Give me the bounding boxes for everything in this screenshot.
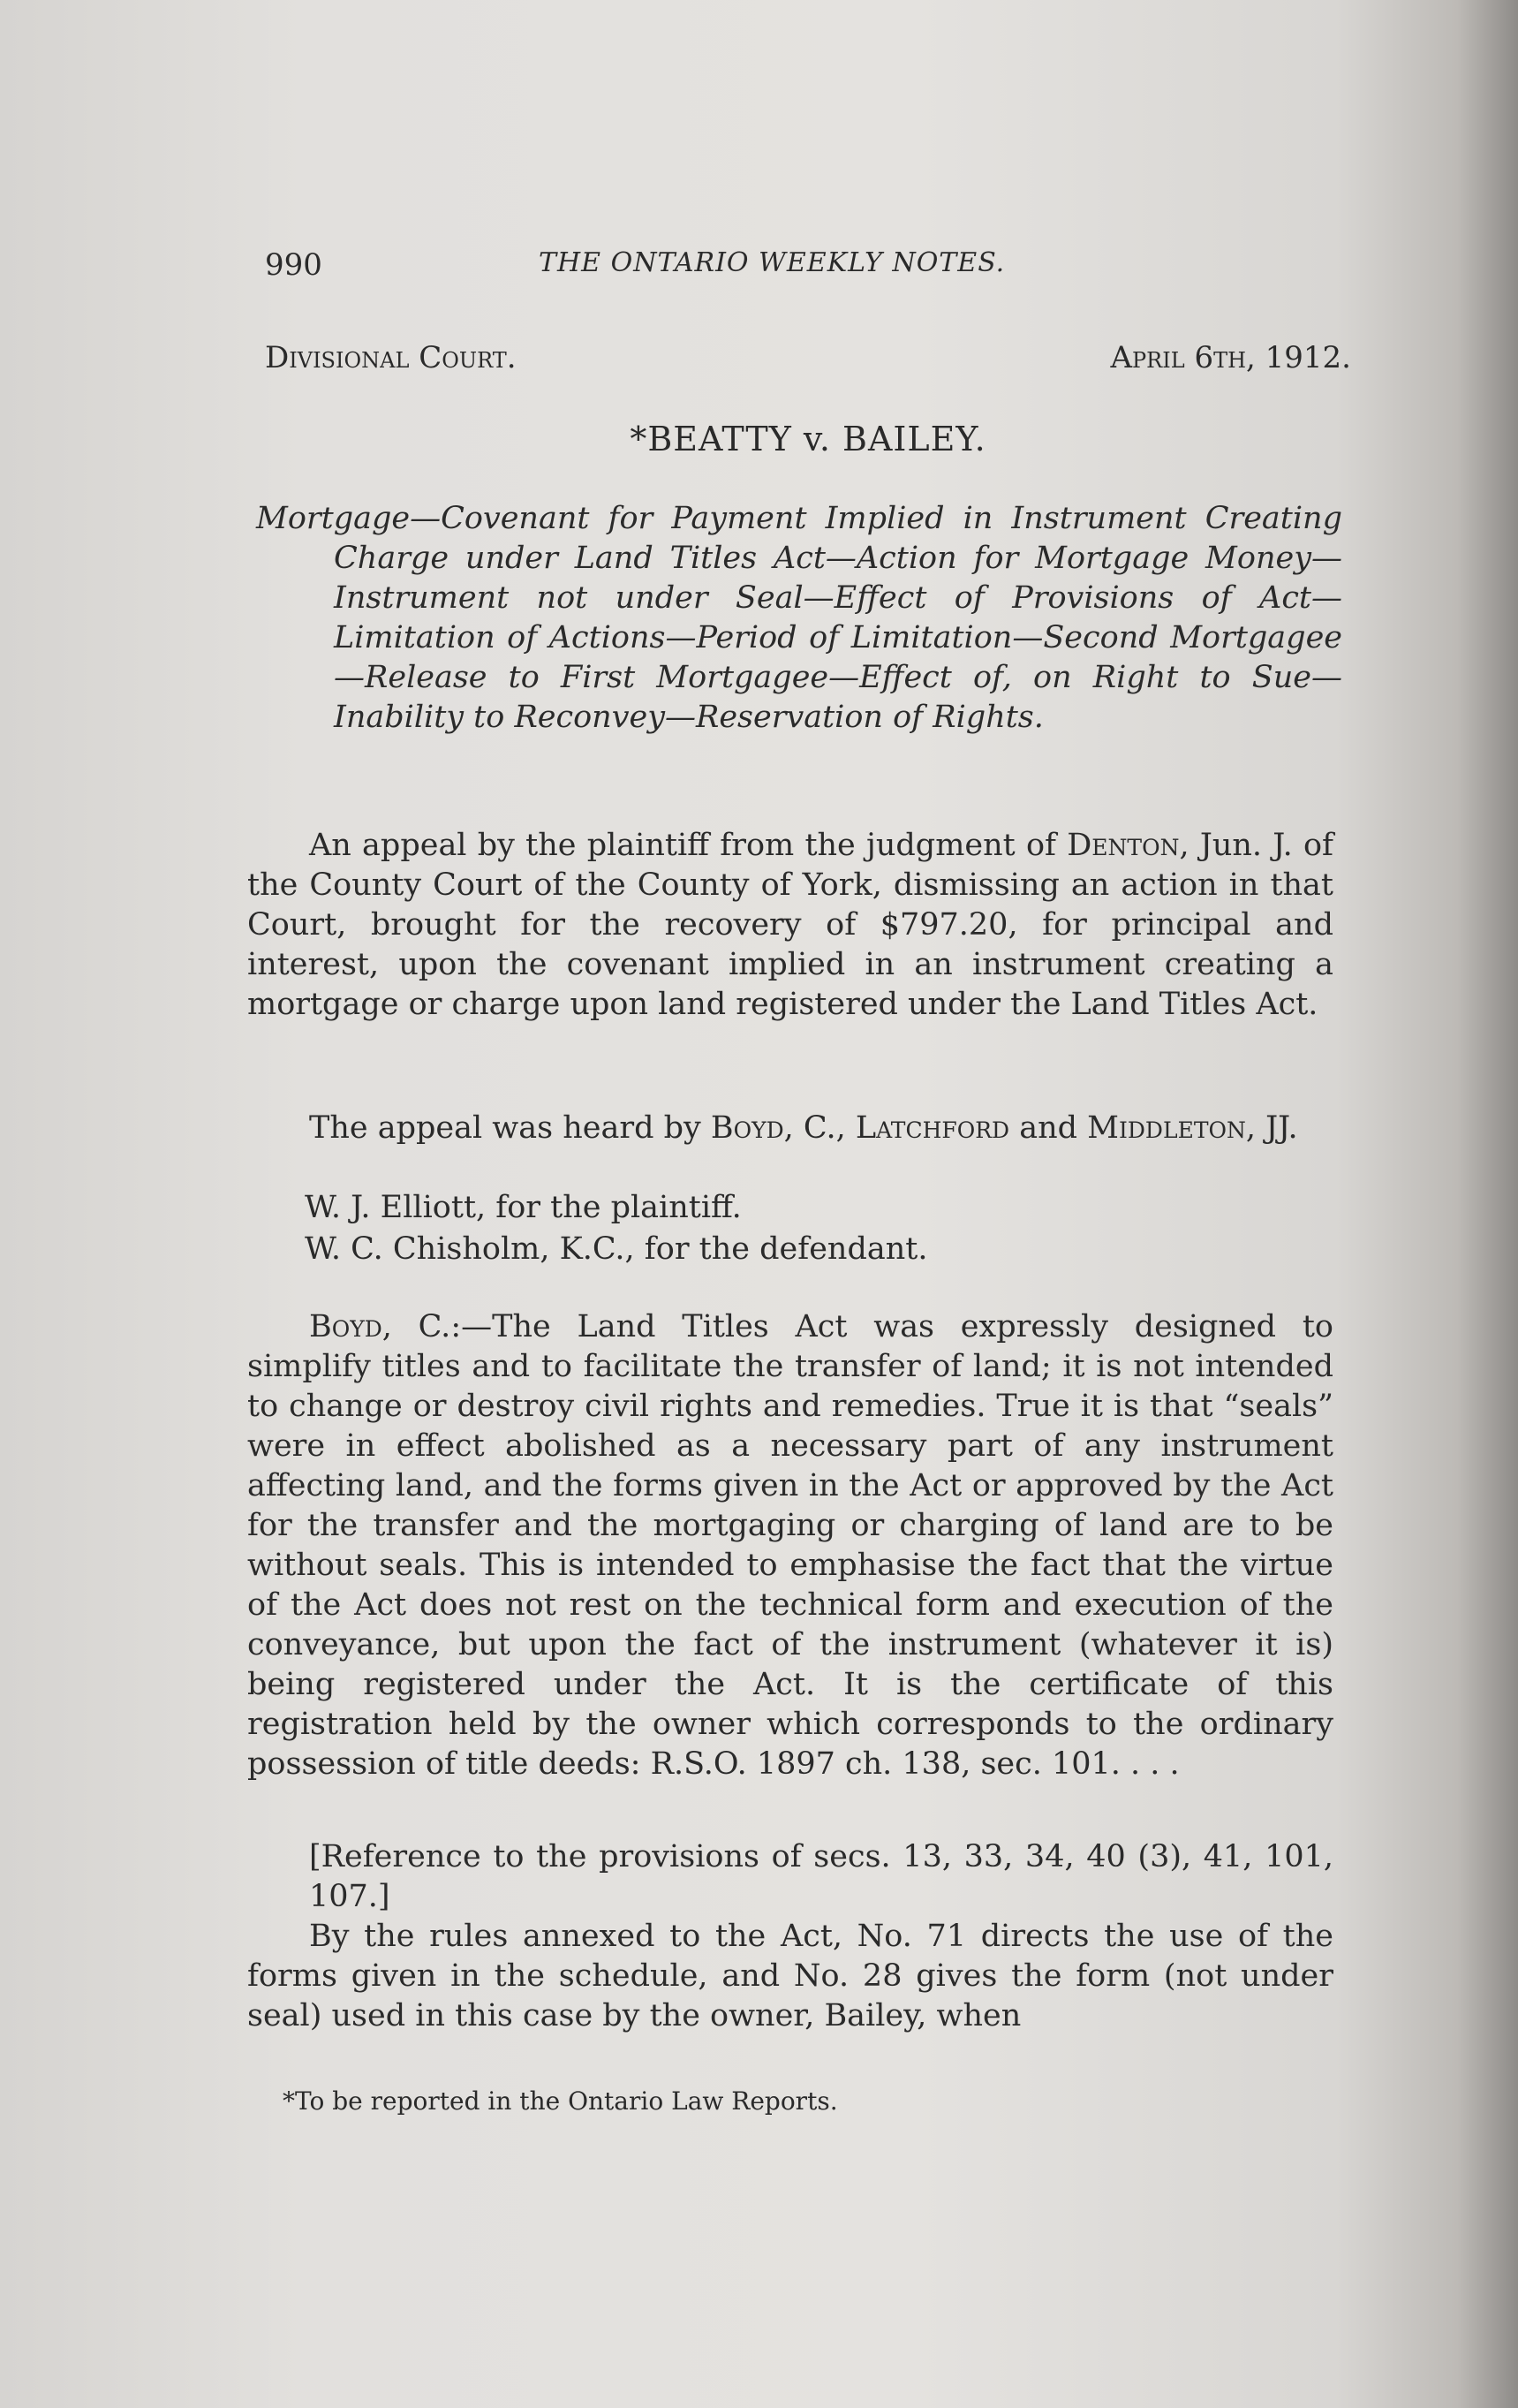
- footnote: *To be reported in the Ontario Law Reports.: [283, 2086, 838, 2116]
- judgment-text: :—The Land Titles Act was expressly designed to simplify titles and to facilitate the transfer of land; it is not intended to change or destroy civil rights and remedies. True it is that “seals” were in effect abolished as a necessary part of any instrument affecting land, and the forms given in the Act or approved by the Act for the transfer and the mortgaging or charging of land are to be without seals. This is intended to emphasise the fact that the virtue of the Act does not rest on the technical form and execution of the conveyance, but upon the fact of the instrument (whatever it is) being registered under the Act. It is the certificate of this registration held by the owner which corresponds to the ordinary possession of title deeds: R.S.O. 1897 ch. 138, sec. 101. . . .: [247, 1309, 1333, 1782]
- heard-text-after: , JJ.: [1245, 1110, 1298, 1146]
- journal-title: THE ONTARIO WEEKLY NOTES.: [539, 247, 1006, 278]
- heard-text-before: The appeal was heard by: [309, 1110, 711, 1146]
- counsel-plaintiff: W. J. Elliott, for the plaintiff.: [305, 1190, 742, 1225]
- appeal-paragraph: [247, 826, 1333, 1025]
- case-title: *BEATTY v. BAILEY.: [630, 420, 986, 458]
- judgment-paragraph: [247, 1307, 1333, 1784]
- counsel-defendant: W. C. Chisholm, K.C., for the defendant.: [305, 1231, 928, 1267]
- judge-name-latchford: Latchford: [855, 1110, 1010, 1146]
- page-number: 990: [265, 247, 322, 283]
- appeal-text-after: , Jun. J. of the County Court of the County of York, dismissing an action in that Court, brought for the recovery of $797.20, for principal and interest, upon the covenant implied in an instrument creating a mortgage or charge upon land registered under the Land Titles Act.: [247, 828, 1333, 1022]
- rules-paragraph: [247, 1917, 1333, 2036]
- headnote: Mortgage—Covenant for Payment Implied in Instrument Creating Charge under Land Titles Act—Action for Mortgage Money—Instrument not under Seal—Effect of Provisions of Act—Limitation of Actions—Period of Limitation—Second Mortgagee—Release to First Mortgagee—Effect of, on Right to Sue—Inability to Reconvey—Reservation of Rights.: [256, 501, 1342, 735]
- trial-judge-name: Denton: [1067, 828, 1180, 863]
- judgment-date: April 6th, 1912.: [1110, 340, 1351, 375]
- heard-paragraph: [247, 1109, 1333, 1148]
- heard-text-mid1: , C.,: [783, 1110, 856, 1146]
- court-line: [265, 340, 1351, 384]
- running-head: [265, 247, 1351, 292]
- reference-paragraph: [247, 1837, 1333, 1917]
- heard-text-mid2: and: [1009, 1110, 1088, 1146]
- judgment-speaker: Boyd, C.: [309, 1309, 451, 1344]
- appeal-text-before: An appeal by the plaintiff from the judgment of: [309, 828, 1068, 863]
- rules-text: By the rules annexed to the Act, No. 71 directs the use of the forms given in the schedule, and No. 28 gives the form (not under seal) used in this case by the owner, Bailey, when: [247, 1919, 1333, 2033]
- reference-text: [Reference to the provisions of secs. 13, 33, 34, 40 (3), 41, 101, 107.]: [309, 1839, 1333, 1914]
- court-name: Divisional Court.: [265, 340, 517, 375]
- judge-name-boyd: Boyd: [710, 1110, 784, 1146]
- judge-name-middleton: Middleton: [1087, 1110, 1246, 1146]
